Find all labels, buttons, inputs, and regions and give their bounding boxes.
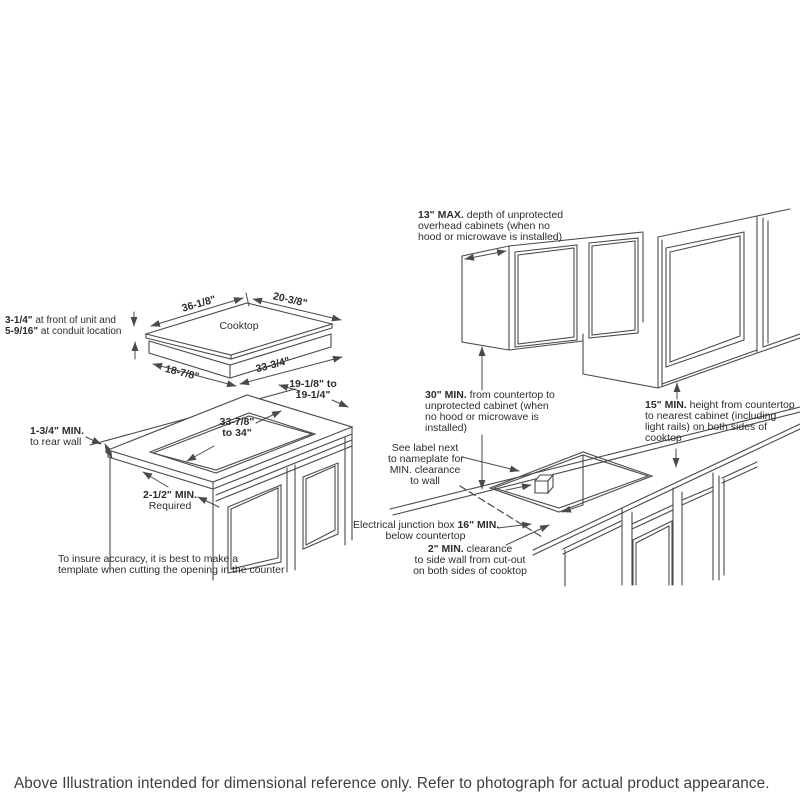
front-depth-label: 3-1/4" at front of unit and 5-9/16" at conduit location [5,315,122,337]
top-right-dimension: 20-3/8" [271,290,309,310]
overhead-depth-label: 13" MAX. depth of unprotected overhead cabinets (when no hood or microwave is installed) [418,209,564,243]
opening-dimension-label: 33-7/8" to 34" [219,416,255,439]
counter-cutout-view [86,385,352,580]
template-note: To insure accuracy, it is best to make a template when cutting the opening in the counter [58,553,285,576]
bottom-right-dimension: 33-3/4" [254,354,292,376]
side-clearance-label: 2" MIN. clearance to side wall from cut-out on both sides of cooktop [413,543,527,577]
front-clearance-label: 2-1/2" MIN. Required [143,489,197,512]
spec-caption: Above Illustration intended for dimensional reference only. Refer to photograph for actual product appearance. [14,775,770,792]
counter-width-dimension: 19-1/8" to 19-1/4" [289,378,337,401]
height-min-label: 15" MIN. height from countertop to nearest cabinet (including light rails) on both sides of cooktop [645,399,795,444]
bottom-left-dimension: 18-7/8" [163,362,201,384]
rear-wall-clearance-label: 1-3/4" MIN. to rear wall [30,425,84,448]
top-left-dimension: 36-1/8" [180,293,218,315]
countertop-min-label: 30" MIN. from countertop to unprotected cabinet (when no hood or microwave is installed) [425,389,555,434]
cooktop-surface-label: Cooktop [219,320,259,332]
nameplate-note-label: See label next to nameplate for MIN. clearance to wall [388,442,464,487]
junction-box-label: Electrical junction box 16" MIN. below countertop [353,519,500,542]
